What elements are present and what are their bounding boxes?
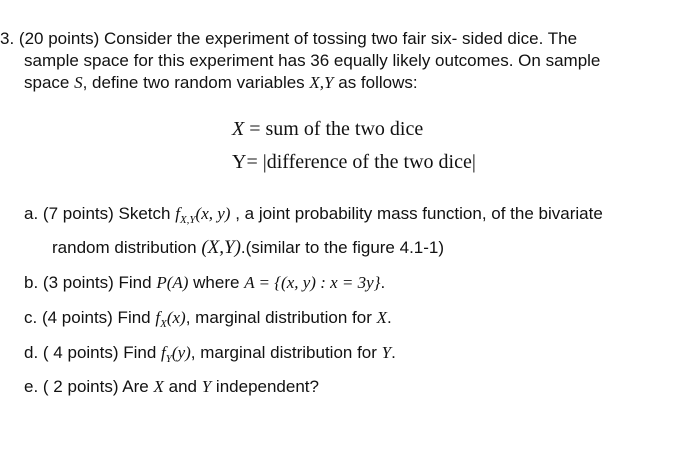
part-c-period: . bbox=[386, 308, 392, 327]
question-text-line-1: (20 points) Consider the experiment of tossing two fair six- sided dice. The bbox=[18, 29, 578, 48]
part-a-text: (7 points) Sketch bbox=[42, 204, 171, 223]
part-b-period: . bbox=[380, 273, 386, 292]
part-b-label: b. bbox=[24, 273, 39, 292]
part-d-text: ( 4 points) Find bbox=[42, 343, 157, 362]
part-e-text-2: independent? bbox=[215, 377, 319, 396]
y-definition bbox=[232, 151, 476, 174]
question-line-1 bbox=[0, 28, 577, 50]
x-definition-rhs: = sum of the two dice bbox=[249, 118, 424, 140]
y-definition-lhs: Y= bbox=[232, 151, 258, 173]
part-d-period: . bbox=[391, 343, 396, 362]
part-b bbox=[24, 272, 385, 294]
question-text-define: , define two random variables bbox=[82, 73, 305, 92]
part-d-text-2: , marginal distribution for bbox=[190, 343, 377, 362]
question-line-3 bbox=[24, 72, 418, 94]
y-symbol: Y bbox=[381, 343, 392, 362]
question-line-2 bbox=[24, 50, 600, 72]
x-definition bbox=[232, 118, 423, 141]
probability-symbol: P(A) bbox=[156, 273, 189, 292]
part-c-text: (4 points) Find bbox=[41, 308, 151, 327]
event-a-definition: A = {(x, y) : x = 3y} bbox=[244, 273, 381, 292]
question-text-line-2: sample space for this experiment has 36 equally likely outcomes. On sample bbox=[24, 51, 601, 70]
part-b-where: where bbox=[193, 273, 240, 292]
question-number: 3. bbox=[0, 29, 15, 48]
marginal-y-symbol: $f_Y(y)$ bbox=[161, 343, 191, 365]
x-symbol: X bbox=[153, 377, 164, 396]
marginal-x-symbol: $f_X(x)$ bbox=[155, 308, 186, 330]
part-c bbox=[24, 307, 392, 335]
part-e-label: e. bbox=[24, 377, 39, 396]
part-e-and: and bbox=[168, 377, 197, 396]
part-a bbox=[24, 203, 603, 231]
part-e-text: ( 2 points) Are bbox=[42, 377, 149, 396]
random-variables-symbol: X,Y bbox=[309, 73, 334, 92]
x-symbol: X bbox=[376, 308, 387, 327]
x-definition-lhs: X bbox=[232, 118, 245, 140]
y-definition-rhs: |difference of the two dice| bbox=[262, 151, 476, 173]
bivariate-pair-symbol: (X,Y) bbox=[201, 237, 241, 258]
part-b-text: (3 points) Find bbox=[42, 273, 152, 292]
part-d bbox=[24, 342, 396, 370]
joint-pmf-symbol: $f_{X,Y}(x$, y) bbox=[175, 204, 231, 226]
sample-space-symbol: S bbox=[74, 73, 83, 92]
part-c-text-2: , marginal distribution for bbox=[185, 308, 372, 327]
part-e bbox=[24, 376, 319, 398]
part-a-text-2: , a joint probability mass function, of the bivariate bbox=[235, 204, 603, 223]
part-a-continued bbox=[52, 237, 444, 259]
y-symbol: Y bbox=[201, 377, 212, 396]
question-text-space: space bbox=[24, 73, 70, 92]
part-a-label: a. bbox=[24, 204, 39, 223]
part-c-label: c. bbox=[24, 308, 38, 327]
question-text-as-follows: as follows: bbox=[338, 73, 418, 92]
part-d-label: d. bbox=[24, 343, 39, 362]
part-a-cont-text: random distribution bbox=[52, 238, 197, 257]
part-a-cont-text-2: .(similar to the figure 4.1-1) bbox=[240, 238, 445, 257]
